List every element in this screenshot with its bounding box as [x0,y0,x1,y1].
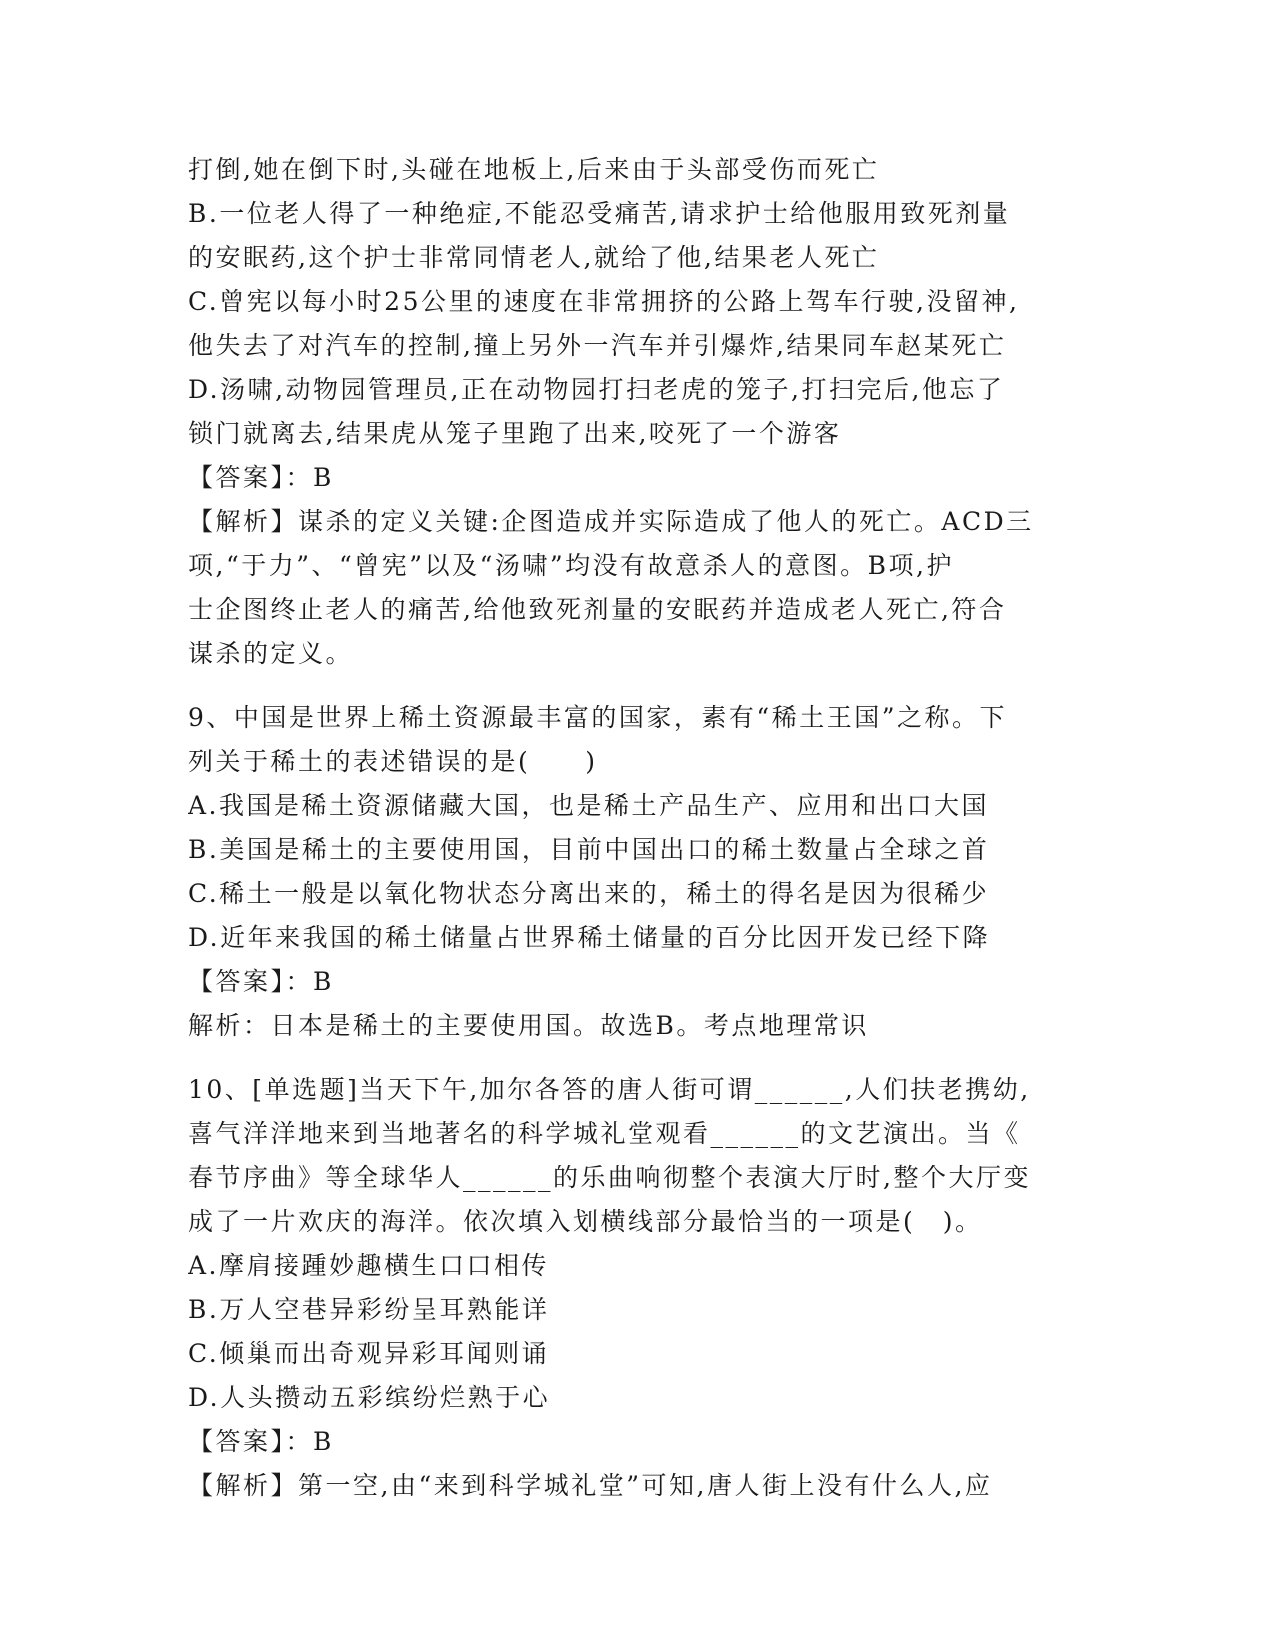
question-stem-line: 10、[单选题]当天下午,加尔各答的唐人街可谓______,人们扶老携幼, [188,1075,1031,1104]
question-stem-line: 列关于稀土的表述错误的是( ) [188,747,598,776]
analysis-line: 谋杀的定义。 [188,639,354,668]
option-c: C.曾宪以每小时25公里的速度在非常拥挤的公路上驾车行驶,没留神, [188,287,1020,316]
spacer [188,1048,1088,1068]
analysis-line: 士企图终止老人的痛苦,给他致死剂量的安眠药并造成老人死亡,符合 [188,595,1007,624]
option-c: C.倾巢而出奇观异彩耳闻则诵 [188,1339,550,1368]
option-a: A.摩肩接踵妙趣横生口口相传 [188,1251,550,1280]
option-d-continued: 锁门就离去,结果虎从笼子里跑了出来,咬死了一个游客 [188,419,842,448]
question-9 [188,696,1088,1048]
option-a: A.我国是稀土资源储藏大国，也是稀土产品生产、应用和出口大国 [188,791,990,820]
analysis-line: 解析：日本是稀土的主要使用国。故选B。考点地理常识 [188,1011,869,1040]
question-text-line: 打倒,她在倒下时,头碰在地板上,后来由于头部受伤而死亡 [188,155,880,184]
question-stem-line: 9、中国是世界上稀土资源最丰富的国家，素有“稀土王国”之称。下 [188,703,1007,732]
answer: 【答案】：B [188,1427,334,1456]
document-page [188,148,1088,1508]
question-8 [188,148,1088,676]
option-c: C.稀土一般是以氧化物状态分离出来的，稀土的得名是因为很稀少 [188,879,990,908]
option-b: B.一位老人得了一种绝症,不能忍受痛苦,请求护士给他服用致死剂量 [188,199,1011,228]
spacer [188,676,1088,696]
option-b-continued: 的安眠药,这个护士非常同情老人,就给了他,结果老人死亡 [188,243,880,272]
analysis-line: 项,“于力”、“曾宪”以及“汤啸”均没有故意杀人的意图。B项,护 [188,551,954,580]
analysis-line: 【解析】谋杀的定义关键:企图造成并实际造成了他人的死亡。ACD三 [188,507,1034,536]
question-10 [188,1068,1088,1508]
answer: 【答案】：B [188,967,334,996]
option-c-continued: 他失去了对汽车的控制,撞上另外一汽车并引爆炸,结果同车赵某死亡 [188,331,1007,360]
option-b: B.万人空巷异彩纷呈耳熟能详 [188,1295,550,1324]
question-stem-line: 喜气洋洋地来到当地著名的科学城礼堂观看______的文艺演出。当《 [188,1119,1021,1148]
question-stem-line: 春节序曲》等全球华人______的乐曲响彻整个表演大厅时,整个大厅变 [188,1163,1031,1192]
answer: 【答案】：B [188,463,334,492]
option-b: B.美国是稀土的主要使用国，目前中国出口的稀土数量占全球之首 [188,835,990,864]
option-d: D.汤啸,动物园管理员,正在动物园打扫老虎的笼子,打扫完后,他忘了 [188,375,1005,404]
option-d: D.近年来我国的稀土储量占世界稀土储量的百分比因开发已经下降 [188,923,991,952]
analysis-line: 【解析】第一空,由“来到科学城礼堂”可知,唐人街上没有什么人,应 [188,1471,993,1500]
option-d: D.人头攒动五彩缤纷烂熟于心 [188,1383,551,1412]
question-stem-line: 成了一片欢庆的海洋。依次填入划横线部分最恰当的一项是( )。 [188,1207,983,1236]
